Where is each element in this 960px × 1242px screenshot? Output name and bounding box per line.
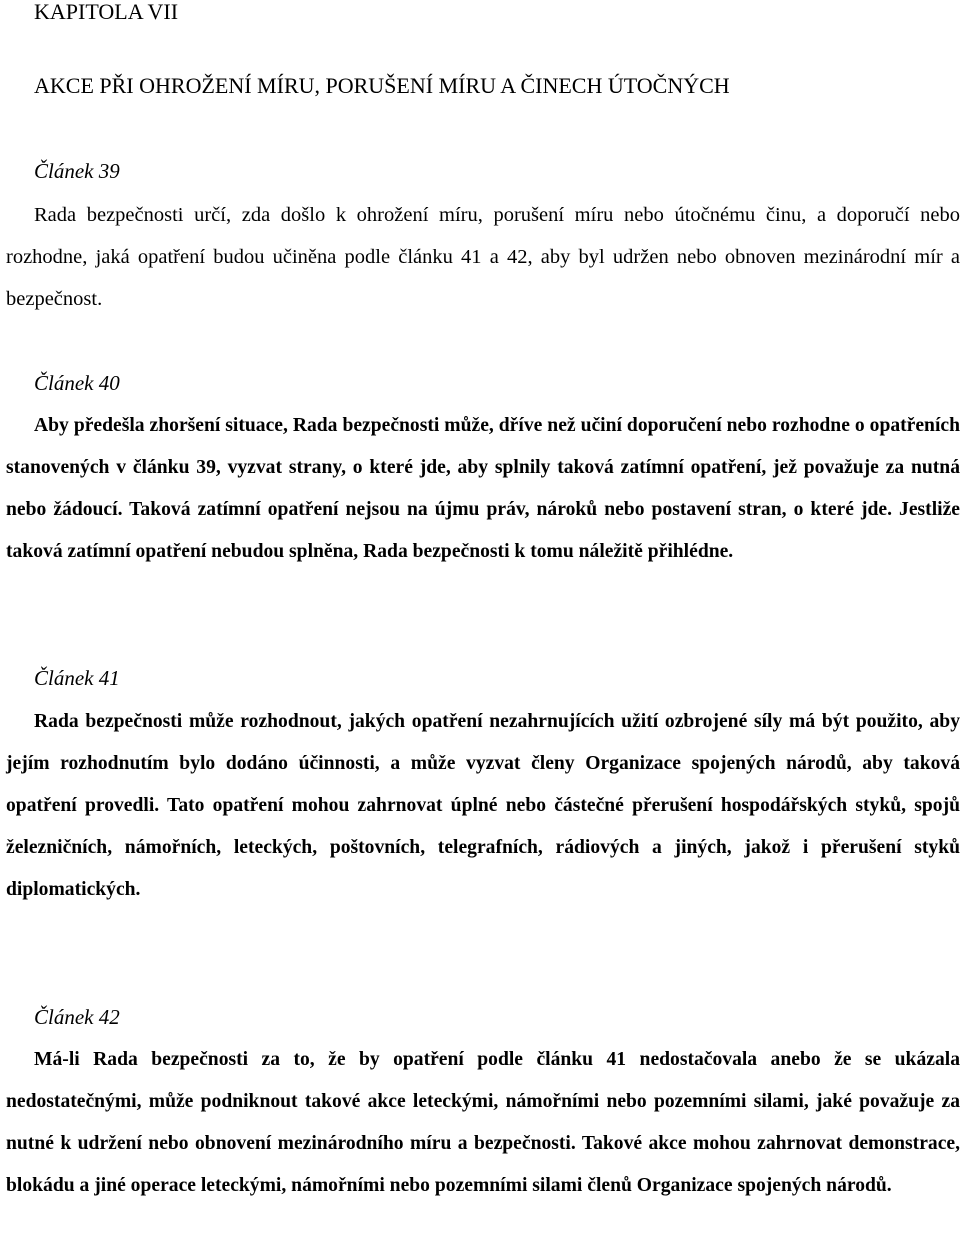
article-heading: Článek 40 bbox=[34, 371, 120, 395]
article-text: Má-li Rada bezpečnosti za to, že by opatření podle článku 41 nedostačovala anebo že se ukázala nedostatečnými, může podniknout takové akce leteckými, námořními nebo pozemními silami, jaké považuje za nutné k udržení nebo obnovení mezinárodního míru a bezpečnosti. Takové akce mohou zahrnovat demonstrace, blokádu a jiné operace leteckými, námořními nebo pozemními silami členů Organizace spojených národů. bbox=[6, 1049, 960, 1196]
chapter-title: AKCE PŘI OHROŽENÍ MÍRU, PORUŠENÍ MÍRU A ČINECH ÚTOČNÝCH bbox=[34, 73, 730, 98]
article-heading: Článek 42 bbox=[34, 1005, 120, 1029]
article-heading: Článek 41 bbox=[34, 666, 120, 690]
article-text: Rada bezpečnosti může rozhodnout, jakých opatření nezahrnujících užití ozbrojené síly má být použito, aby jejím rozhodnutím bylo dodáno účinnosti, a může vyzvat členy Organizace spojených národů, aby taková opatření provedli. Tato opatření mohou zahrnovat úplné nebo částečné přerušení hospodářských styků, spojů železničních, námořních, leteckých, poštovních, telegrafních, rádiových a jiných, jakož i přerušení styků diplomatických. bbox=[6, 711, 960, 900]
chapter-label: KAPITOLA VII bbox=[34, 0, 179, 24]
article-text: Rada bezpečnosti určí, zda došlo k ohrožení míru, porušení míru nebo útočnému činu, a doporučí nebo rozhodne, jaká opatření budou učiněna podle článku 41 a 42, aby byl udržen nebo obnoven mezinárodní mír a bezpečnost. bbox=[6, 204, 960, 310]
article-text: Aby předešla zhoršení situace, Rada bezpečnosti může, dříve než učiní doporučení nebo rozhodne o opatřeních stanovených v článku 39, vyzvat strany, o které jde, aby splnily taková zatímní opatření, jež považuje za nutná nebo žádoucí. Taková zatímní opatření nejsou na újmu práv, nároků nebo postavení stran, o které jde. Jestliže taková zatímní opatření nebudou splněna, Rada bezpečnosti k tomu náležitě přihlédne. bbox=[6, 415, 960, 562]
article-heading: Článek 39 bbox=[34, 159, 120, 183]
